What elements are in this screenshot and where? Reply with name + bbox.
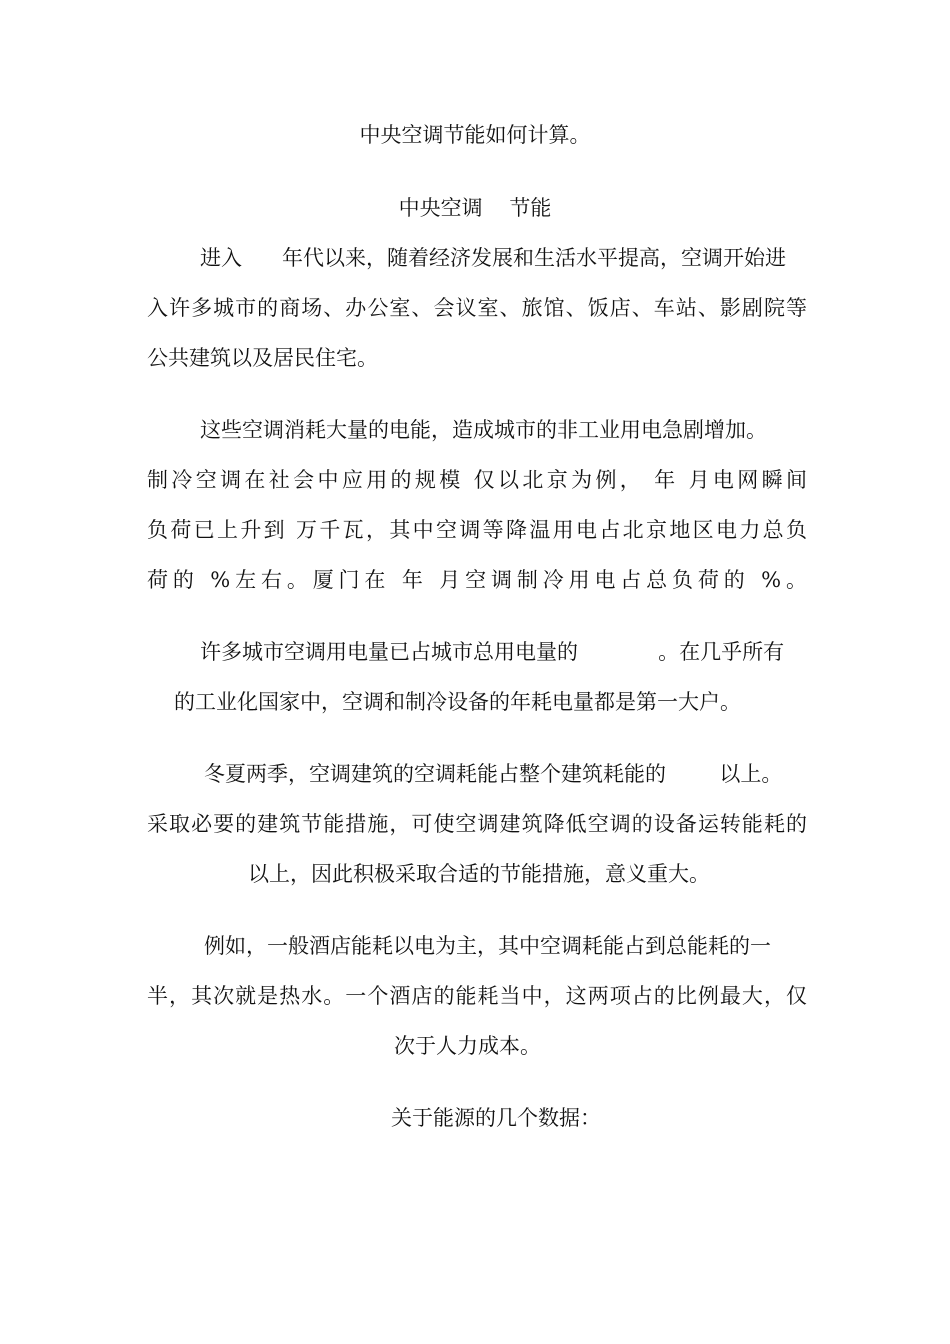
paragraph-1-line-3: 公共建筑以及居民住宅。 (147, 346, 378, 370)
paragraph-5-line-2: 半，其次就是热水。一个酒店的能耗当中，这两项占的比例最大，仅 (147, 984, 807, 1008)
paragraph-2-line-4: 荷的 %左右。厦门在 年 月空调制冷用电占总负荷的 %。 (147, 568, 807, 592)
paragraph-2-line-2: 制冷空调在社会中应用的规模 仅以北京为例， 年 月电网瞬间 (147, 468, 807, 492)
paragraph-2-line-3: 负荷已上升到 万千瓦，其中空调等降温用电占北京地区电力总负 (147, 518, 807, 542)
paragraph-5-line-1: 例如，一般酒店能耗以电为主，其中空调耗能占到总能耗的一 (204, 934, 771, 958)
paragraph-4-line-2: 采取必要的建筑节能措施，可使空调建筑降低空调的设备运转能耗的 (147, 812, 807, 836)
paragraph-1-body (147, 293, 807, 323)
paragraph-4-body (147, 809, 807, 839)
paragraph-3-line-2: 的工业化国家中，空调和制冷设备的年耗电量都是第一大户。 (174, 690, 741, 714)
paragraph-1-line-1: 进入 年代以来，随着经济发展和生活水平提高，空调开始进 (200, 246, 787, 270)
document-title: 中央空调节能如何计算。 (359, 123, 591, 147)
paragraph-2-body-b (147, 515, 807, 545)
paragraph-3-line-1: 许多城市空调用电量已占城市总用电量的 。在几乎所有 (200, 640, 785, 664)
paragraph-1-line-2: 入许多城市的商场、办公室、会议室、旅馆、饭店、车站、影剧院等 (147, 296, 807, 320)
document-subtitle: 中央空调 节能 (398, 196, 552, 220)
paragraph-4-line-3: 以上，因此积极采取合适的节能措施，意义重大。 (248, 862, 710, 886)
paragraph-5-body (147, 981, 807, 1011)
paragraph-4-line-1: 冬夏两季，空调建筑的空调耗能占整个建筑耗能的 以上。 (204, 762, 783, 786)
paragraph-2-body-a (147, 465, 807, 495)
paragraph-2-line-1: 这些空调消耗大量的电能，造成城市的非工业用电急剧增加。 (200, 418, 767, 442)
paragraph-2-body-c (147, 565, 807, 595)
paragraph-6: 关于能源的几个数据： (391, 1106, 601, 1130)
paragraph-5-line-3: 次于人力成本。 (394, 1034, 541, 1058)
